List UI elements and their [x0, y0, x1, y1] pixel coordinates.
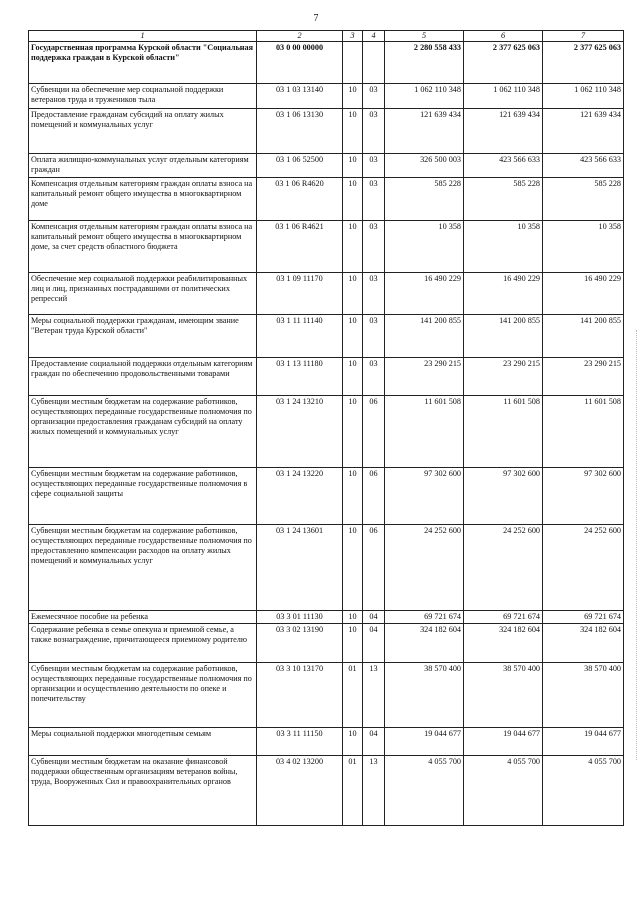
target-article-code: 03 1 06 13130: [257, 109, 343, 154]
row-name: Субвенции на обеспечение мер социальной поддержки ветеранов труда и тружеников тыла: [29, 84, 257, 109]
amount-col-7: 141 200 855: [543, 315, 624, 358]
subsection-code: 03: [363, 221, 385, 273]
target-article-code: 03 3 10 13170: [257, 663, 343, 728]
subsection-code: 04: [363, 728, 385, 756]
amount-col-6: 121 639 434: [464, 109, 543, 154]
section-code: [343, 42, 363, 84]
table-row: [29, 728, 624, 756]
subsection-code: 04: [363, 624, 385, 663]
subsection-code: [363, 42, 385, 84]
amount-col-7: 585 228: [543, 178, 624, 221]
amount-col-6: 10 358: [464, 221, 543, 273]
amount-col-7: 423 566 633: [543, 154, 624, 178]
row-name: Субвенции местным бюджетам на оказание финансовой поддержки общественным организациям ветеранов войны, труда, Вооруженных Сил и правоохранительных органов: [29, 756, 257, 826]
amount-col-7: 4 055 700: [543, 756, 624, 826]
row-name: Субвенции местным бюджетам на содержание работников, осуществляющих переданные государственные полномочия по предоставлению компенсации расходов на оплату жилых помещений и коммунальных услуг: [29, 525, 257, 611]
amount-col-6: 24 252 600: [464, 525, 543, 611]
row-name: Компенсация отдельным категориям граждан оплаты взноса на капитальный ремонт общего имущества в многоквартирном доме: [29, 178, 257, 221]
section-code: 10: [343, 624, 363, 663]
amount-col-5: 23 290 215: [385, 358, 464, 396]
amount-col-6: 23 290 215: [464, 358, 543, 396]
subsection-code: 03: [363, 84, 385, 109]
amount-col-5: 16 490 229: [385, 273, 464, 315]
table-row: [29, 315, 624, 358]
column-number-2: 2: [257, 31, 343, 42]
section-code: 10: [343, 611, 363, 624]
amount-col-6: 69 721 674: [464, 611, 543, 624]
target-article-code: 03 1 24 13601: [257, 525, 343, 611]
amount-col-7: 19 044 677: [543, 728, 624, 756]
target-article-code: 03 1 24 13210: [257, 396, 343, 468]
table-row: [29, 525, 624, 611]
subsection-code: 03: [363, 273, 385, 315]
column-number-7: 7: [543, 31, 624, 42]
section-code: 10: [343, 178, 363, 221]
table-row: [29, 611, 624, 624]
target-article-code: 03 1 09 11170: [257, 273, 343, 315]
row-name: Субвенции местным бюджетам на содержание работников, осуществляющих переданные государственные полномочия по организации предоставления гражданам субсидий на оплату жилых помещений и коммунальных услуг: [29, 396, 257, 468]
table-row: [29, 42, 624, 84]
row-name: Субвенции местным бюджетам на содержание работников, осуществляющих переданные государственные полномочия по организации и осуществлению деятельности по опеке и попечительству: [29, 663, 257, 728]
column-number-1: 1: [29, 31, 257, 42]
target-article-code: 03 3 02 13190: [257, 624, 343, 663]
table-row: [29, 358, 624, 396]
target-article-code: 03 1 03 13140: [257, 84, 343, 109]
section-code: 10: [343, 358, 363, 396]
row-name: Меры социальной поддержки гражданам, имеющим звание "Ветеран труда Курской области": [29, 315, 257, 358]
table-row: [29, 109, 624, 154]
amount-col-7: 10 358: [543, 221, 624, 273]
target-article-code: 03 4 02 13200: [257, 756, 343, 826]
section-code: 10: [343, 154, 363, 178]
section-code: 10: [343, 525, 363, 611]
subsection-code: 03: [363, 178, 385, 221]
table-row: [29, 624, 624, 663]
amount-col-6: 16 490 229: [464, 273, 543, 315]
section-code: 10: [343, 396, 363, 468]
amount-col-5: 11 601 508: [385, 396, 464, 468]
amount-col-5: 585 228: [385, 178, 464, 221]
amount-col-6: 97 302 600: [464, 468, 543, 525]
subsection-code: 06: [363, 525, 385, 611]
amount-col-6: 38 570 400: [464, 663, 543, 728]
amount-col-7: 97 302 600: [543, 468, 624, 525]
subsection-code: 13: [363, 663, 385, 728]
amount-col-5: 1 062 110 348: [385, 84, 464, 109]
section-code: 01: [343, 756, 363, 826]
row-name: Ежемесячное пособие на ребенка: [29, 611, 257, 624]
table-row: [29, 663, 624, 728]
subsection-code: 03: [363, 154, 385, 178]
amount-col-7: 121 639 434: [543, 109, 624, 154]
column-number-header-row: [29, 31, 624, 42]
row-name: Оплата жилищно-коммунальных услуг отдельным категориям граждан: [29, 154, 257, 178]
column-number-3: 3: [343, 31, 363, 42]
target-article-code: 03 0 00 00000: [257, 42, 343, 84]
amount-col-5: 69 721 674: [385, 611, 464, 624]
row-name: Государственная программа Курской области "Социальная поддержка граждан в Курской области": [29, 42, 257, 84]
subsection-code: 04: [363, 611, 385, 624]
table-row: [29, 154, 624, 178]
amount-col-7: 1 062 110 348: [543, 84, 624, 109]
column-number-5: 5: [385, 31, 464, 42]
table-row: [29, 273, 624, 315]
amount-col-5: 2 280 558 433: [385, 42, 464, 84]
budget-table: [28, 30, 624, 826]
amount-col-6: 141 200 855: [464, 315, 543, 358]
row-name: Предоставление социальной поддержки отдельным категориям граждан по обеспечению продовольственными товарами: [29, 358, 257, 396]
target-article-code: 03 1 06 R4621: [257, 221, 343, 273]
amount-col-7: 11 601 508: [543, 396, 624, 468]
row-name: Обеспечение мер социальной поддержки реабилитированных лиц и лиц, признанных пострадавшими от политических репрессий: [29, 273, 257, 315]
amount-col-7: 24 252 600: [543, 525, 624, 611]
section-code: 10: [343, 315, 363, 358]
amount-col-7: 23 290 215: [543, 358, 624, 396]
target-article-code: 03 1 11 11140: [257, 315, 343, 358]
page-number: 7: [313, 13, 319, 24]
amount-col-6: 1 062 110 348: [464, 84, 543, 109]
amount-col-5: 10 358: [385, 221, 464, 273]
section-code: 10: [343, 728, 363, 756]
target-article-code: 03 1 13 11180: [257, 358, 343, 396]
subsection-code: 03: [363, 358, 385, 396]
row-name: Содержание ребенка в семье опекуна и приемной семье, а также вознаграждение, причитающееся приемному родителю: [29, 624, 257, 663]
amount-col-5: 141 200 855: [385, 315, 464, 358]
section-code: 10: [343, 109, 363, 154]
table-row: [29, 468, 624, 525]
amount-col-6: 423 566 633: [464, 154, 543, 178]
table-row: [29, 178, 624, 221]
table-row: [29, 756, 624, 826]
section-code: 10: [343, 273, 363, 315]
amount-col-5: 4 055 700: [385, 756, 464, 826]
amount-col-5: 19 044 677: [385, 728, 464, 756]
amount-col-7: 2 377 625 063: [543, 42, 624, 84]
amount-col-6: 2 377 625 063: [464, 42, 543, 84]
amount-col-6: 585 228: [464, 178, 543, 221]
target-article-code: 03 3 01 11130: [257, 611, 343, 624]
amount-col-7: 69 721 674: [543, 611, 624, 624]
row-name: Компенсация отдельным категориям граждан оплаты взноса на капитальный ремонт общего имущества в многоквартирном доме, за счет средств областного бюджета: [29, 221, 257, 273]
amount-col-6: 324 182 604: [464, 624, 543, 663]
column-number-6: 6: [464, 31, 543, 42]
section-code: 10: [343, 84, 363, 109]
row-name: Субвенции местным бюджетам на содержание работников, осуществляющих переданные государственные полномочия в сфере социальной защиты: [29, 468, 257, 525]
column-number-4: 4: [363, 31, 385, 42]
amount-col-5: 24 252 600: [385, 525, 464, 611]
amount-col-5: 97 302 600: [385, 468, 464, 525]
amount-col-6: 19 044 677: [464, 728, 543, 756]
section-code: 10: [343, 221, 363, 273]
amount-col-7: 324 182 604: [543, 624, 624, 663]
target-article-code: 03 1 06 52500: [257, 154, 343, 178]
scan-edge-artifact: [635, 330, 637, 760]
table-row: [29, 84, 624, 109]
target-article-code: 03 3 11 11150: [257, 728, 343, 756]
table-row: [29, 221, 624, 273]
subsection-code: 06: [363, 468, 385, 525]
subsection-code: 03: [363, 109, 385, 154]
target-article-code: 03 1 24 13220: [257, 468, 343, 525]
amount-col-5: 324 182 604: [385, 624, 464, 663]
amount-col-6: 11 601 508: [464, 396, 543, 468]
amount-col-6: 4 055 700: [464, 756, 543, 826]
amount-col-5: 38 570 400: [385, 663, 464, 728]
amount-col-5: 326 500 003: [385, 154, 464, 178]
amount-col-7: 16 490 229: [543, 273, 624, 315]
amount-col-7: 38 570 400: [543, 663, 624, 728]
amount-col-5: 121 639 434: [385, 109, 464, 154]
row-name: Меры социальной поддержки многодетным семьям: [29, 728, 257, 756]
row-name: Предоставление гражданам субсидий на оплату жилых помещений и коммунальных услуг: [29, 109, 257, 154]
subsection-code: 06: [363, 396, 385, 468]
section-code: 10: [343, 468, 363, 525]
table-row: [29, 396, 624, 468]
subsection-code: 13: [363, 756, 385, 826]
section-code: 01: [343, 663, 363, 728]
subsection-code: 03: [363, 315, 385, 358]
target-article-code: 03 1 06 R4620: [257, 178, 343, 221]
